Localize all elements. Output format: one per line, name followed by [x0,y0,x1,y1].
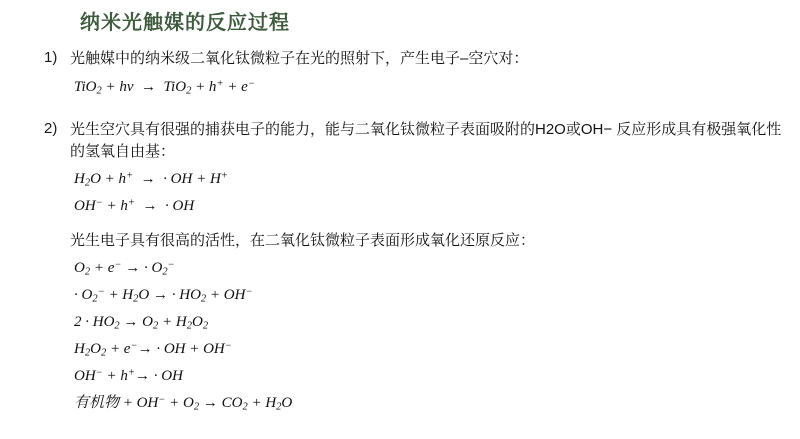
equation-block [74,255,784,416]
equation: TiO$_2$ + hv → TiO$_2$ + h+ + e− [74,78,255,97]
equation: OH− + h+→ · OH [74,367,183,385]
equation: $H_2O + h^+$ → · OH + H+ [74,170,228,189]
equation: $2 \cdot HO_2 \to O_2 + H_2O_2$ [74,314,209,332]
equation: $H_2O_2 + e^-\to$ · OH + OH− [74,340,232,359]
equation-block [74,74,784,101]
list-item-marker: 2) [44,119,58,137]
spacer [44,105,784,119]
list-item-body [70,119,784,417]
list-item [44,48,784,101]
page-title: 纳米光触媒的反应过程 [80,12,290,34]
list-item-subtext: 光生电子具有很高的活性，在二氧化钛微粒子表面形成氧化还原反应： [70,231,536,249]
equation-block [74,166,784,219]
equation: 有机物 + $OH^- + O_2 \to CO_2 + H_2O$ [74,393,293,413]
list-item-text: 光触媒中的纳米级二氧化钛微粒子在光的照射下，产生电子–空穴对： [70,50,529,67]
slide-body [44,48,784,421]
equation: $O_2 + e^-$ → · $O_2^-$ [74,259,175,278]
list-item [44,119,784,417]
list-item-text: 光生空穴具有很强的捕获电子的能力，能与二氧化钛微粒子表面吸附的H2O或OH− 反应形成具有极强氧化性的氢氧自由基： [70,120,782,160]
equation: OH− + h+ → · OH [74,197,195,215]
equation: · $O_2^- + H_2O$ → · $HO_2 + OH^-$ [74,286,253,305]
list-item-marker: 1) [44,49,58,66]
list-item-body [70,48,784,101]
